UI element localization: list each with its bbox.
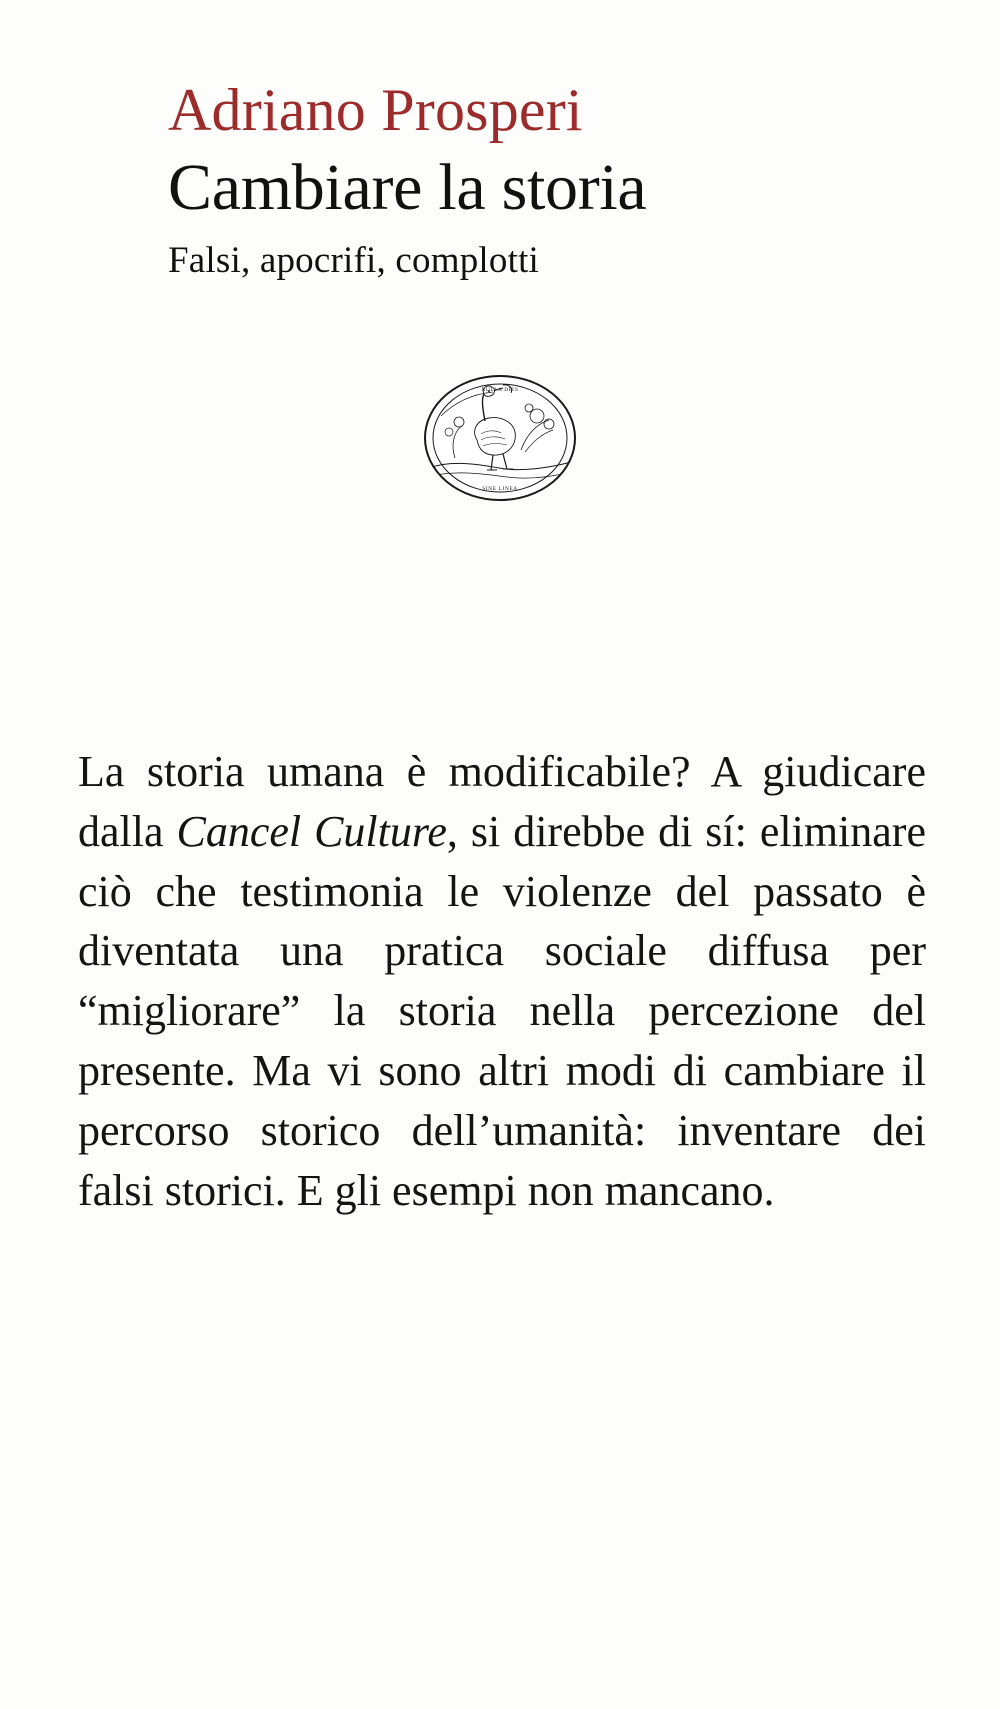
publisher-logo-container [0,372,1000,504]
book-title: Cambiare la storia [168,150,647,224]
svg-text:NULLA DIES: NULLA DIES [481,387,519,393]
cover-blurb [78,742,926,1221]
einaudi-ostrich-logo-icon [421,372,579,504]
cover-header [168,78,868,283]
author-name: Adriano Prosperi [168,77,583,143]
blurb-italic-term: Cancel Culture [176,806,447,856]
svg-text:SINE LINEA: SINE LINEA [482,486,518,492]
blurb-part-1: La storia umana è modificabile? A giudicare dalla [78,747,926,856]
book-subtitle: Falsi, apocrifi, complotti [168,239,540,281]
blurb-part-2: , si direbbe di sí: eliminare ciò che testimonia le violenze del passato è diventata una pratica sociale diffusa per “migliorare” la storia nella percezione del presente. Ma vi sono altri modi di cambiare il percorso storico dell’umanità: inventare dei falsi storici. E gli esempi non mancano. [78,806,926,1215]
